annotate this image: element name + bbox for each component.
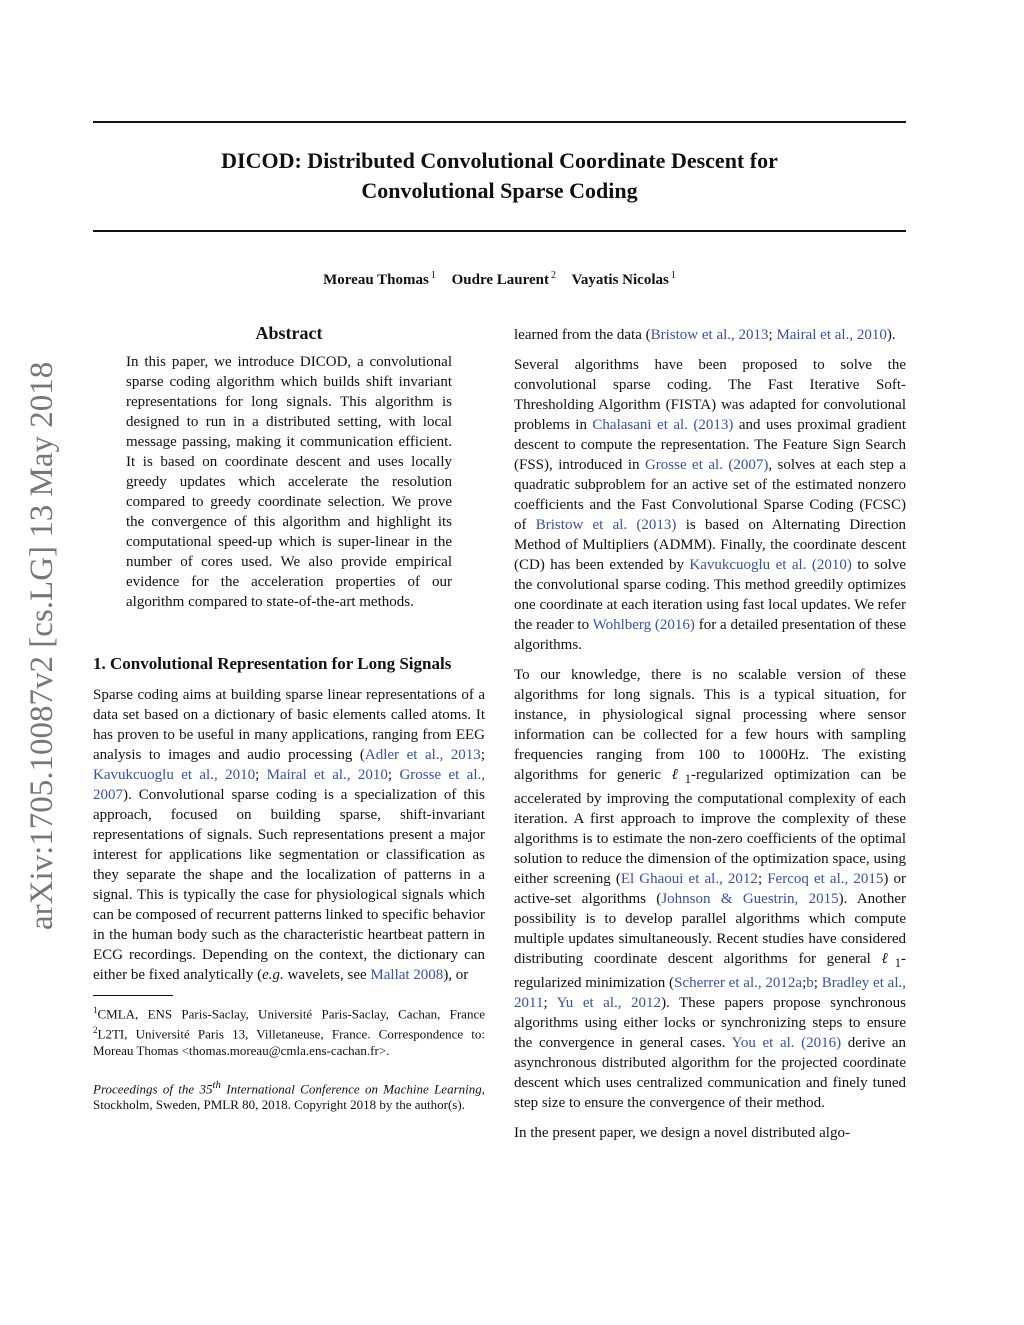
citation-link[interactable]: Bradley et al., 2011: [514, 975, 906, 1011]
citation-link[interactable]: Chalasani et al. (2013): [592, 417, 734, 433]
citation-link[interactable]: Adler et al., 2013: [364, 747, 481, 763]
citation-link[interactable]: You et al. (2016): [731, 1035, 842, 1051]
arxiv-stamp: arXiv:1705.10087v2 [cs.LG] 13 May 2018: [24, 361, 60, 930]
author-affiliation: 1: [430, 270, 436, 281]
section-paragraph: In the present paper, we design a novel distributed algo-: [514, 1125, 850, 1141]
footnote-divider: [93, 995, 173, 996]
citation-link[interactable]: Mairal et al., 2010: [266, 767, 388, 783]
citation-link[interactable]: b: [806, 975, 814, 991]
left-column: [93, 322, 485, 1113]
section-paragraph: learned from the data (Bristow et al., 2013; Mairal et al., 2010).: [514, 327, 896, 343]
citation-link[interactable]: Grosse et al., 2007: [93, 767, 486, 803]
right-column: [514, 325, 906, 1153]
citation-link[interactable]: Grosse et al. (2007): [644, 457, 769, 473]
proceedings-note: Proceedings of the 35th International Conference on Machine Learning, Stockholm, Sweden, PMLR 80, 2018. Copyright 2018 by the author(s).: [93, 1078, 485, 1112]
citation-link[interactable]: Fercoq et al., 2015: [767, 871, 884, 887]
abstract-text: In this paper, we introduce DICOD, a convolutional sparse coding algorithm which builds shift invariant representations for long signals. This algorithm is designed to run in a distributed setting, with local message passing, making it communication efficient. It is based on coordinate descent and uses locally greedy updates which accelerate the resolution compared to greedy coordinate selection. We prove the convergence of this algorithm and highlight its computational speed-up which is super-linear in the number of cores used. We also provide empirical evidence for the acceleration properties of our algorithm compared to state-of-the-art methods.: [126, 354, 452, 610]
citation-link[interactable]: Mallat 2008: [370, 967, 444, 983]
author-name: Oudre Laurent: [451, 272, 549, 288]
citation-link[interactable]: Kavukcuoglu et al. (2010): [689, 557, 852, 573]
paper-title: DICOD: Distributed Convolutional Coordinate Descent for Convolutional Sparse Coding: [221, 148, 778, 203]
author-affiliation: 1: [670, 270, 676, 281]
citation-link[interactable]: Bristow et al., 2013: [650, 327, 769, 343]
citation-link[interactable]: Kavukcuoglu et al., 2010: [93, 767, 256, 783]
author-name: Vayatis Nicolas: [571, 272, 669, 288]
author-name: Moreau Thomas: [323, 272, 429, 288]
affiliation-footnote: $^1$CMLA, ENS Paris-Saclay, Université Paris-Saclay, Cachan, France $^2$L2TI, Université Paris 13, Villetaneuse, France. Correspondence to: Moreau Thomas <thomas.moreau@cmla.ens-cachan.fr>.: [93, 1005, 485, 1058]
bottom-rule: [93, 230, 906, 232]
citation-link[interactable]: Mairal et al., 2010: [776, 327, 887, 343]
citation-link[interactable]: El Ghaoui et al., 2012: [620, 871, 758, 887]
citation-link[interactable]: Yu et al., 2012: [556, 995, 662, 1011]
citation-link[interactable]: Johnson & Guestrin, 2015: [661, 891, 839, 907]
author-affiliation: 2: [550, 270, 556, 281]
author-list: [93, 266, 906, 290]
abstract-heading: Abstract: [255, 323, 323, 343]
citation-link[interactable]: Scherrer et al., 2012a: [674, 975, 803, 991]
section-paragraph: To our knowledge, there is no scalable version of these algorithms for long signals. This is a typical situation, for instance, in physiological signal processing where sensor information can be collected for a few hours with sampling frequencies ranging from 100 to 1000Hz. The existing algorithms for generic ℓ$_1$-regularized optimization can be accelerated by improving the computational complexity of each iteration. A first approach to improve the complexity of these algorithms is to estimate the non-zero coefficients of the optimal solution to reduce the dimension of the optimization space, using either screening (El Ghaoui et al., 2012; Fercoq et al., 2015) or active-set algorithms (Johnson & Guestrin, 2015). Another possibility is to develop parallel algorithms which compute multiple updates simultaneously. Recent studies have considered distributing coordinate descent algorithms for general ℓ$_1$-regularized minimization (Scherrer et al., 2012a;b; Bradley et al., 2011; Yu et al., 2012). These papers propose synchronous algorithms using either locks or synchronizing steps to ensure the convergence in general cases. You et al. (2016) derive an asynchronous distributed algorithm for the projected coordinate descent which uses centralized communication and finely tuned step size to ensure the convergence of their method.: [514, 667, 907, 1111]
citation-link[interactable]: Bristow et al. (2013): [535, 517, 677, 533]
top-rule: [93, 121, 906, 123]
section-paragraph: Several algorithms have been proposed to solve the convolutional sparse coding. The Fast Iterative Soft-Thresholding Algorithm (FISTA) was adapted for convolutional problems in Chalasani et al. (2013) and uses proximal gradient descent to compute the representation. The Feature Sign Search (FSS), introduced in Grosse et al. (2007), solves at each step a quadratic subproblem for an active set of the estimated nonzero coefficients and the Fast Convolutional Sparse Coding (FCSC) of Bristow et al. (2013) is based on Alternating Direction Method of Multipliers (ADMM). Finally, the coordinate descent (CD) has been extended by Kavukcuoglu et al. (2010) to solve the convolutional sparse coding. This method greedily optimizes one coordinate at each iteration using fast local updates. We refer the reader to Wohlberg (2016) for a detailed presentation of these algorithms.: [514, 357, 907, 653]
section-heading: 1. Convolutional Representation for Long Signals: [93, 654, 452, 673]
section-paragraph: Sparse coding aims at building sparse linear representations of a data set based on a dictionary of basic elements called atoms. It has proven to be useful in many applications, ranging from EEG analysis to images and audio processing (Adler et al., 2013; Kavukcuoglu et al., 2010; Mairal et al., 2010; Grosse et al., 2007). Convolutional sparse coding is a specialization of this approach, focused on building sparse, shift-invariant representations of signals. Such representations present a major interest for applications like segmentation or classification as they separate the shape and the localization of patterns in a signal. This is typically the case for physiological signals which can be composed of recurrent patterns linked to specific behavior in the human body such as the characteristic heartbeat pattern in ECG recordings. Depending on the context, the dictionary can either be fixed analytically (e.g. wavelets, see Mallat 2008), or: [93, 687, 486, 983]
citation-link[interactable]: Wohlberg (2016): [592, 617, 695, 633]
